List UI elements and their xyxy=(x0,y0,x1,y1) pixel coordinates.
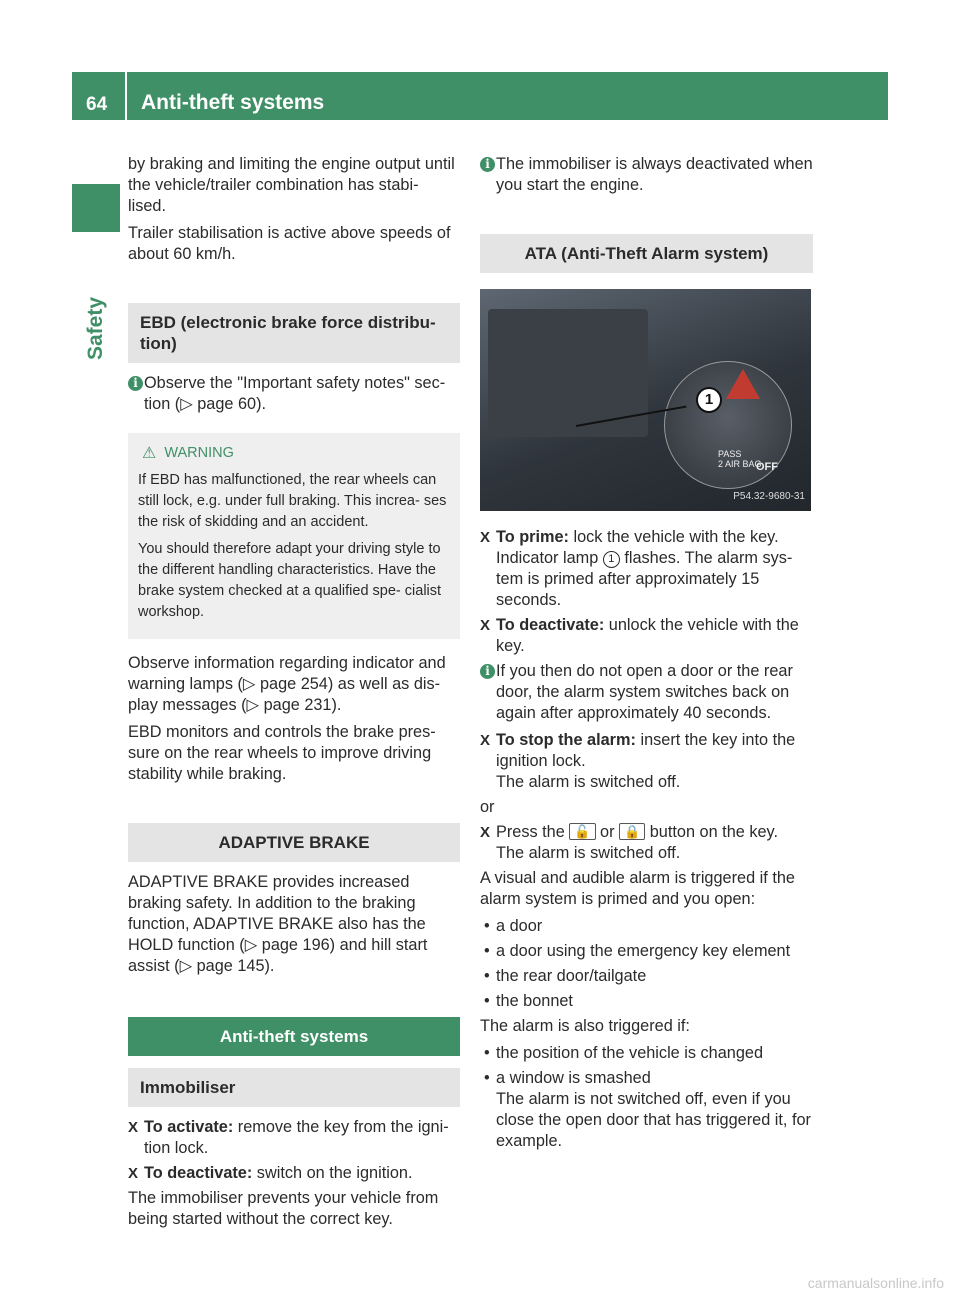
airbag-label: PASS 2 AIR BAG xyxy=(718,449,762,469)
airbag-off-label: OFF xyxy=(756,461,778,473)
instruction-step: X Press the 🔓 or 🔒 button on the key. The alarm is switched off. xyxy=(480,823,778,862)
step-label: To prime: xyxy=(496,528,569,546)
step-text: unlock the vehicle with the key. xyxy=(496,616,799,655)
list-item: • the bonnet xyxy=(484,992,573,1010)
chapter-title: Anti-theft systems xyxy=(141,91,325,114)
info-note xyxy=(480,661,813,724)
step-label: To stop the alarm: xyxy=(496,731,636,749)
paragraph: The immobiliser prevents your vehicle from being started without the correct key. xyxy=(128,1189,439,1228)
step-result: The alarm is switched off. xyxy=(496,773,681,791)
step-text: switch on the ignition. xyxy=(252,1164,413,1182)
dashboard-photo xyxy=(480,289,811,511)
side-tab-label: Safety xyxy=(84,296,107,360)
warning-text: If EBD has malfunctioned, the rear wheels can still lock, e.g. under full braking. This increa- ses the risk of skidding and an accident. xyxy=(138,472,447,530)
hazard-warning-icon xyxy=(726,369,760,399)
info-text: If you then do not open a door or the rear door, the alarm system switches back on again after approximately 40 seconds. xyxy=(496,662,793,722)
list-item-note: The alarm is not switched off, even if you close the open door that has triggered it, for example. xyxy=(496,1090,811,1150)
paragraph: Observe information regarding indicator and warning lamps (▷ page 254) as well as dis- play messages (▷ page 231). xyxy=(128,654,446,714)
list-item: • a door using the emergency key element xyxy=(484,942,791,960)
instruction-step: X To prime: lock the vehicle with the key. Indicator lamp 1 flashes. The alarm sys- tem is primed after approximately 15 seconds. xyxy=(480,528,793,609)
list-item: • a door xyxy=(484,917,543,935)
section-heading-anti-theft: Anti-theft systems xyxy=(128,1017,460,1056)
paragraph: A visual and audible alarm is triggered if the alarm system is primed and you open: xyxy=(480,869,795,908)
step-label: To activate: xyxy=(144,1118,234,1136)
bullet-list-also xyxy=(480,1043,813,1152)
page-number: 64 xyxy=(86,94,108,115)
watermark: carmanualsonline.info xyxy=(807,1275,944,1291)
list-item: • a window is smashed The alarm is not switched off, even if you close the open door that has triggered it, for example. xyxy=(484,1069,811,1150)
page-header xyxy=(72,72,888,120)
step-arrow-icon: X xyxy=(128,1119,139,1136)
bullet-list-open xyxy=(480,916,813,1012)
image-code: P54.32-9680-31 xyxy=(733,491,805,502)
instruction-step xyxy=(128,1163,460,1184)
unlock-key-icon: 🔓 xyxy=(569,823,595,840)
lock-key-icon: 🔒 xyxy=(619,823,645,840)
paragraph: EBD monitors and controls the brake pres- sure on the rear wheels to improve driving stability while braking. xyxy=(128,723,436,783)
info-icon: i xyxy=(480,157,495,172)
step-arrow-icon: X xyxy=(480,732,491,749)
paragraph: by braking and limiting the engine output until the vehicle/trailer combination has stabi- lised. xyxy=(128,155,455,215)
instruction-step xyxy=(480,730,813,793)
step-arrow-icon: X xyxy=(480,529,491,546)
right-column xyxy=(480,154,813,1156)
instruction-step xyxy=(480,615,813,657)
warning-title: WARNING xyxy=(164,445,234,461)
info-note xyxy=(128,373,460,415)
side-tab-marker xyxy=(72,184,120,232)
info-text: The immobiliser is always deactivated when you start the engine. xyxy=(496,155,813,194)
section-heading-ata: ATA (Anti-Theft Alarm system) xyxy=(480,234,813,273)
header-divider xyxy=(125,72,127,120)
list-item: • the position of the vehicle is changed xyxy=(484,1044,764,1062)
callout-marker: 1 xyxy=(696,387,722,413)
paragraph: ADAPTIVE BRAKE provides increased braking safety. In addition to the braking function, ADAPTIVE BRAKE also has the HOLD function (▷ page 196) and hill start assist (▷ page 145). xyxy=(128,873,428,975)
section-heading-ebd: EBD (electronic brake force distribu- tion) xyxy=(128,303,460,363)
info-icon: i xyxy=(480,664,495,679)
info-text: Observe the "Important safety notes" sec- tion (▷ page 60). xyxy=(144,374,446,413)
step-arrow-icon: X xyxy=(480,824,491,841)
or-text: or xyxy=(480,798,495,816)
step-label: To deactivate: xyxy=(496,616,605,634)
step-label: To deactivate: xyxy=(144,1164,253,1182)
info-icon: i xyxy=(128,376,143,391)
step-text: remove the key from the igni- tion lock. xyxy=(144,1118,449,1157)
instruction-step xyxy=(128,1117,460,1159)
indicator-marker: 1 xyxy=(603,551,620,568)
step-arrow-icon: X xyxy=(480,617,491,634)
warning-header xyxy=(142,443,450,464)
warning-triangle-icon: ⚠ xyxy=(142,444,157,462)
step-result: The alarm is switched off. xyxy=(496,844,681,862)
warning-text: You should therefore adapt your driving style to the different handling characteristics. Have the brake system checked at a qualified spe- cialist workshop. xyxy=(138,541,442,620)
section-heading-immobiliser: Immobiliser xyxy=(128,1068,460,1107)
step-arrow-icon: X xyxy=(128,1165,139,1182)
step-text: insert the key into the ignition lock. xyxy=(496,731,796,770)
paragraph: Trailer stabilisation is active above speeds of about 60 km/h. xyxy=(128,224,451,263)
list-item: • the rear door/tailgate xyxy=(484,967,647,985)
paragraph: The alarm is also triggered if: xyxy=(480,1017,690,1035)
warning-box xyxy=(128,433,460,639)
section-heading-adaptive-brake: ADAPTIVE BRAKE xyxy=(128,823,460,862)
info-note xyxy=(480,154,813,196)
left-column xyxy=(128,154,460,1236)
